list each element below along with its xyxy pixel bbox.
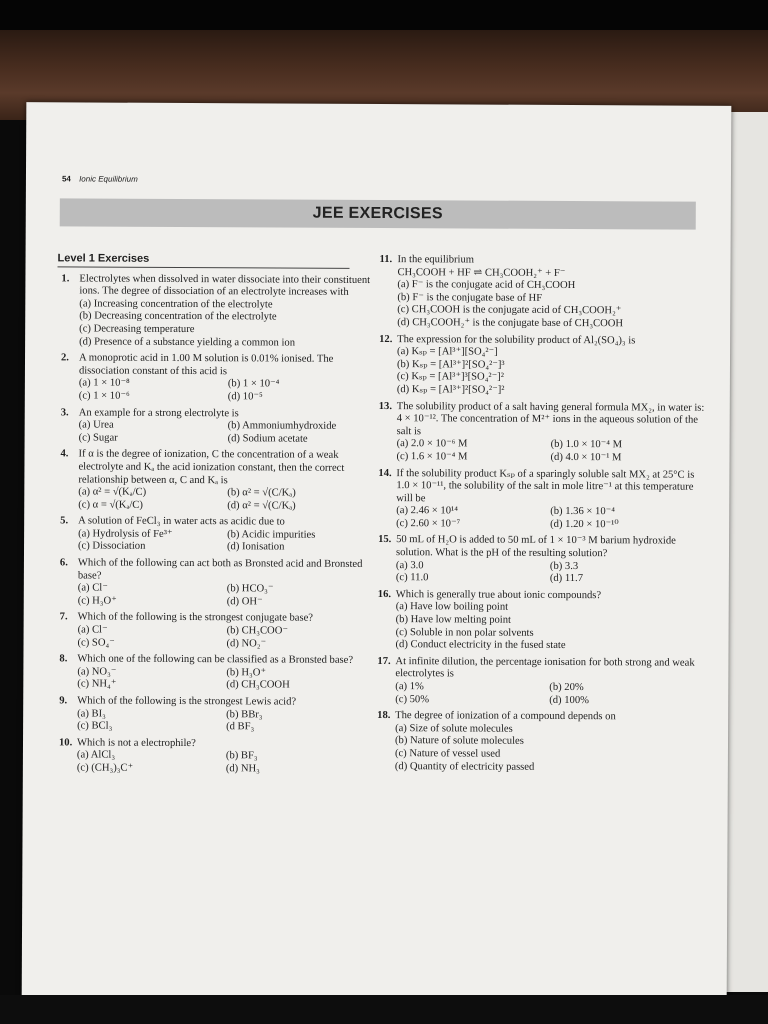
question-text: If the solubility product Kₛₚ of a sparingly soluble salt MX₂ at 25°C is 1.0 × 10⁻¹¹, the solubility of the salt in mole litre⁻¹ at this temperature will be bbox=[396, 467, 695, 504]
question-number: 4. bbox=[60, 448, 69, 460]
question-stem bbox=[56, 557, 376, 584]
question bbox=[56, 516, 376, 555]
option: (b) BF₃ bbox=[225, 750, 258, 762]
question-number: 8. bbox=[59, 653, 68, 665]
option: (a) Cl⁻ bbox=[77, 582, 108, 594]
option: (b) 1.0 × 10⁻⁴ M bbox=[550, 439, 623, 451]
option: (b) CH₃COO⁻ bbox=[226, 625, 288, 637]
options bbox=[55, 708, 375, 735]
option-row bbox=[396, 518, 704, 532]
option: (d) 11.7 bbox=[549, 573, 584, 585]
question-stem bbox=[56, 449, 376, 488]
option: (b) Have low melting point bbox=[395, 614, 512, 626]
options bbox=[57, 419, 377, 446]
option: (a) 3.0 bbox=[395, 559, 424, 571]
option: (a) 1% bbox=[395, 681, 424, 693]
options bbox=[374, 560, 704, 587]
question-text: Which is generally true about ionic compounds? bbox=[395, 588, 602, 602]
option: (d) Sodium acetate bbox=[227, 432, 308, 445]
question-text: An example for a strong electrolyte is bbox=[78, 406, 239, 419]
option-row bbox=[396, 572, 704, 586]
right-column bbox=[373, 254, 706, 779]
question-stem bbox=[57, 352, 377, 379]
exercises-banner: JEE EXERCISES bbox=[60, 198, 696, 229]
question bbox=[375, 334, 705, 399]
question bbox=[55, 612, 375, 651]
chapter-title: Ionic Equilibrium bbox=[79, 174, 138, 184]
options bbox=[373, 723, 703, 775]
question bbox=[57, 407, 377, 446]
question-number: 17. bbox=[377, 655, 391, 667]
option: (c) 11.0 bbox=[395, 572, 429, 584]
question-text: Which of the following is the strongest conjugate base? bbox=[77, 611, 314, 625]
option: (d) NH₃ bbox=[225, 763, 260, 775]
option-row bbox=[396, 451, 704, 465]
option: (d) OH⁻ bbox=[226, 596, 263, 608]
options bbox=[57, 298, 377, 350]
right-question-list bbox=[373, 254, 706, 775]
option: (d) CH₃COOH₂⁺ is the conjugate base of CH₃COOH bbox=[397, 317, 624, 330]
option: (a) BI₃ bbox=[77, 708, 106, 720]
question bbox=[374, 467, 704, 532]
option: (b) 1 × 10⁻⁴ bbox=[227, 378, 280, 390]
option: (a) 2.0 × 10⁻⁶ M bbox=[396, 438, 468, 450]
option: (c) 50% bbox=[395, 693, 430, 705]
option: (c) Sugar bbox=[78, 432, 118, 444]
question-number: 3. bbox=[60, 406, 69, 418]
option: (c) Nature of vessel used bbox=[394, 748, 501, 760]
option: (b) HCO₃⁻ bbox=[226, 583, 274, 595]
question-number: 18. bbox=[377, 710, 391, 722]
option: (d) 10⁻⁵ bbox=[227, 391, 263, 403]
option: (a) 2.46 × 10¹⁴ bbox=[396, 505, 458, 517]
option: (d BF₃ bbox=[226, 721, 255, 733]
option: (b) Decreasing concentration of the electrolyte bbox=[79, 310, 277, 323]
question bbox=[55, 695, 375, 734]
question bbox=[56, 449, 376, 514]
question-text: Which of the following is the strongest Lewis acid? bbox=[77, 695, 297, 708]
question-stem bbox=[376, 254, 706, 268]
question-text: If α is the degree of ionization, C the concentration of a weak electrolyte and Kₐ the acid ionization constant, then the correct relationship between α, C and Kₐ is bbox=[78, 448, 345, 486]
option: (d) Presence of a substance yielding a common ion bbox=[79, 336, 296, 349]
option: (b) Acidic impurities bbox=[227, 529, 316, 541]
options bbox=[55, 624, 375, 651]
option: (c) Decreasing temperature bbox=[79, 323, 195, 336]
question-stem bbox=[374, 467, 704, 507]
option: (c) (CH₃)₃C⁺ bbox=[76, 762, 134, 774]
question bbox=[55, 654, 375, 693]
question-number: 9. bbox=[59, 695, 68, 707]
option: (d) 1.20 × 10⁻¹⁰ bbox=[550, 518, 619, 531]
option: (d) CH₃COOH bbox=[226, 679, 290, 691]
option: (a) Cl⁻ bbox=[77, 624, 108, 636]
option-row bbox=[77, 679, 375, 693]
option: (b) Ammoniumhydroxide bbox=[227, 420, 337, 432]
options bbox=[375, 346, 705, 398]
left-question-list bbox=[55, 273, 378, 777]
options bbox=[57, 378, 377, 405]
question-stem bbox=[375, 401, 705, 441]
question-number: 7. bbox=[59, 611, 68, 623]
option: (a) F⁻ is the conjugate acid of CH₃COOH bbox=[397, 279, 576, 292]
question-number: 5. bbox=[60, 515, 69, 527]
question bbox=[373, 710, 703, 775]
option: (c) CH₃COOH is the conjugate acid of CH₃COOH₂⁺ bbox=[397, 304, 622, 317]
option: (d) NO₂⁻ bbox=[226, 637, 267, 650]
question bbox=[373, 589, 703, 654]
option: (b) Nature of solute molecules bbox=[394, 735, 524, 748]
question-stem bbox=[57, 273, 377, 300]
option: (c) BCl₃ bbox=[77, 720, 113, 732]
option: (a) Hydrolysis of Fe³⁺ bbox=[78, 528, 173, 540]
left-column bbox=[55, 252, 378, 780]
options bbox=[56, 528, 376, 555]
option: (c) 1 × 10⁻⁶ bbox=[78, 390, 130, 402]
question bbox=[373, 656, 703, 708]
option: (b) 3.3 bbox=[549, 560, 579, 572]
option: (b) 20% bbox=[549, 681, 584, 694]
question-number: 10. bbox=[58, 737, 73, 749]
question-stem bbox=[374, 534, 704, 561]
question-text: 50 mL of H₂O is added to 50 mL of 1 × 10⁻³ M barium hydroxide solution. What is the pH of the resulting solution? bbox=[395, 534, 676, 560]
page-number: 54 bbox=[61, 174, 71, 184]
question-number: 13. bbox=[378, 400, 393, 412]
question bbox=[375, 254, 705, 331]
option-row bbox=[78, 541, 376, 555]
question-text: Which one of the following can be classified as a Bronsted base? bbox=[77, 653, 354, 667]
question bbox=[56, 557, 376, 609]
question-number: 6. bbox=[59, 557, 68, 569]
question-stem bbox=[373, 656, 703, 683]
options bbox=[373, 601, 703, 653]
equilibrium-equation: CH₃COOH + HF ⇌ CH₃COOH₂⁺ + F⁻ bbox=[397, 266, 566, 279]
option: (d) Kₛₚ = [Al³⁺]²[SO₄²⁻]² bbox=[396, 384, 505, 396]
option: (d) 4.0 × 10⁻¹ M bbox=[550, 451, 622, 464]
option: (a) AlCl₃ bbox=[76, 749, 116, 762]
option: (d) Conduct electricity in the fused state bbox=[395, 639, 566, 652]
section-heading: Level 1 Exercises bbox=[57, 252, 349, 268]
question bbox=[57, 273, 377, 350]
options bbox=[374, 505, 704, 532]
option: (b) F⁻ is the conjugate base of HF bbox=[397, 291, 543, 304]
question-number: 14. bbox=[378, 467, 392, 479]
option: (a) Increasing concentration of the electrolyte bbox=[79, 298, 273, 311]
options bbox=[55, 750, 375, 777]
option: (c) 2.60 × 10⁻⁷ bbox=[396, 517, 461, 530]
option: (b) BBr₃ bbox=[226, 708, 263, 720]
question-text: The expression for the solubility product of Al₂(SO₄)₃ is bbox=[397, 333, 636, 346]
question-number: 16. bbox=[377, 588, 392, 600]
question-number: 12. bbox=[379, 333, 393, 345]
option-row bbox=[77, 721, 375, 735]
option: (a) α² = √(Kₐ/C) bbox=[78, 486, 147, 498]
option: (a) NO₃⁻ bbox=[77, 666, 117, 678]
option: (b) α² = √(C/Kₐ) bbox=[227, 487, 296, 499]
options bbox=[374, 438, 704, 465]
option: (b) 1.36 × 10⁻⁴ bbox=[550, 506, 615, 518]
option: (b) Kₛₚ = [Al³⁺]²[SO₄²⁻]³ bbox=[396, 358, 505, 371]
option: (a) Urea bbox=[78, 419, 114, 431]
options bbox=[373, 681, 703, 708]
option: (c) Kₛₚ = [Al³⁺]³[SO₄²⁻]² bbox=[396, 371, 504, 384]
question-text: The solubility product of a salt having general formula MX₂, in water is: 4 × 10⁻¹². The concentration of M²⁺ ions in the aqueous solution of the salt is bbox=[396, 400, 705, 437]
options bbox=[375, 279, 705, 331]
question-text: Electrolytes when dissolved in water dissociate into their constituent ions. The degree of dissociation of an electrolyte increases with bbox=[79, 273, 371, 299]
option: (c) SO₄⁻ bbox=[77, 637, 115, 649]
option: (a) Size of solute molecules bbox=[395, 722, 513, 735]
option: (a) Kₛₚ = [Al³⁺][SO₄²⁻] bbox=[397, 346, 498, 358]
option: (b) H₃O⁺ bbox=[226, 667, 266, 679]
question-text: The degree of ionization of a compound depends on bbox=[395, 710, 616, 723]
option: (c) 1.6 × 10⁻⁴ M bbox=[396, 451, 468, 463]
question bbox=[55, 737, 375, 776]
option: (c) Soluble in non polar solvents bbox=[395, 626, 534, 639]
question-text: In the equilibrium bbox=[397, 254, 475, 266]
option: (c) α = √(Kₐ/C) bbox=[78, 499, 143, 511]
option-row bbox=[77, 762, 375, 776]
question-text: Which of the following can act both as Bronsted acid and Bronsted base? bbox=[77, 557, 363, 582]
option: (d) Quantity of electricity passed bbox=[394, 760, 535, 773]
option: (d) Ionisation bbox=[227, 541, 285, 553]
question bbox=[374, 534, 704, 586]
option: (a) Have low boiling point bbox=[395, 601, 509, 614]
question bbox=[374, 401, 704, 466]
question-text: A solution of FeCl₃ in water acts as acidic due to bbox=[78, 515, 285, 528]
option-row bbox=[79, 390, 377, 404]
question-number: 11. bbox=[379, 254, 393, 266]
bottom-background bbox=[0, 995, 768, 1024]
option-row bbox=[77, 637, 375, 651]
options bbox=[56, 583, 376, 610]
option: (c) NH₄⁺ bbox=[77, 678, 117, 691]
option-row bbox=[78, 595, 376, 609]
question bbox=[57, 352, 377, 404]
book-page bbox=[22, 102, 732, 1006]
option: (c) Dissociation bbox=[78, 540, 146, 553]
option: (d) α² = √(C/Kₐ) bbox=[227, 499, 296, 512]
option: (c) H₃O⁺ bbox=[77, 595, 117, 607]
question-text: At infinite dilution, the percentage ionisation for both strong and weak electrolytes is bbox=[395, 655, 695, 680]
question-number: 15. bbox=[378, 534, 392, 546]
page-header bbox=[62, 174, 138, 183]
option-row bbox=[79, 432, 377, 446]
option: (d) 100% bbox=[549, 694, 589, 706]
option-row bbox=[395, 694, 703, 708]
options bbox=[56, 486, 376, 513]
question-number: 1. bbox=[61, 272, 70, 284]
option-row bbox=[78, 499, 376, 513]
options bbox=[55, 666, 375, 693]
question-number: 2. bbox=[60, 352, 70, 364]
question-text: Which is not a electrophile? bbox=[76, 737, 196, 749]
option: (a) 1 × 10⁻⁸ bbox=[78, 377, 130, 390]
question-text: A monoprotic acid in 1.00 M solution is 0.01% ionised. The dissociation constant of this acid is bbox=[78, 352, 334, 377]
